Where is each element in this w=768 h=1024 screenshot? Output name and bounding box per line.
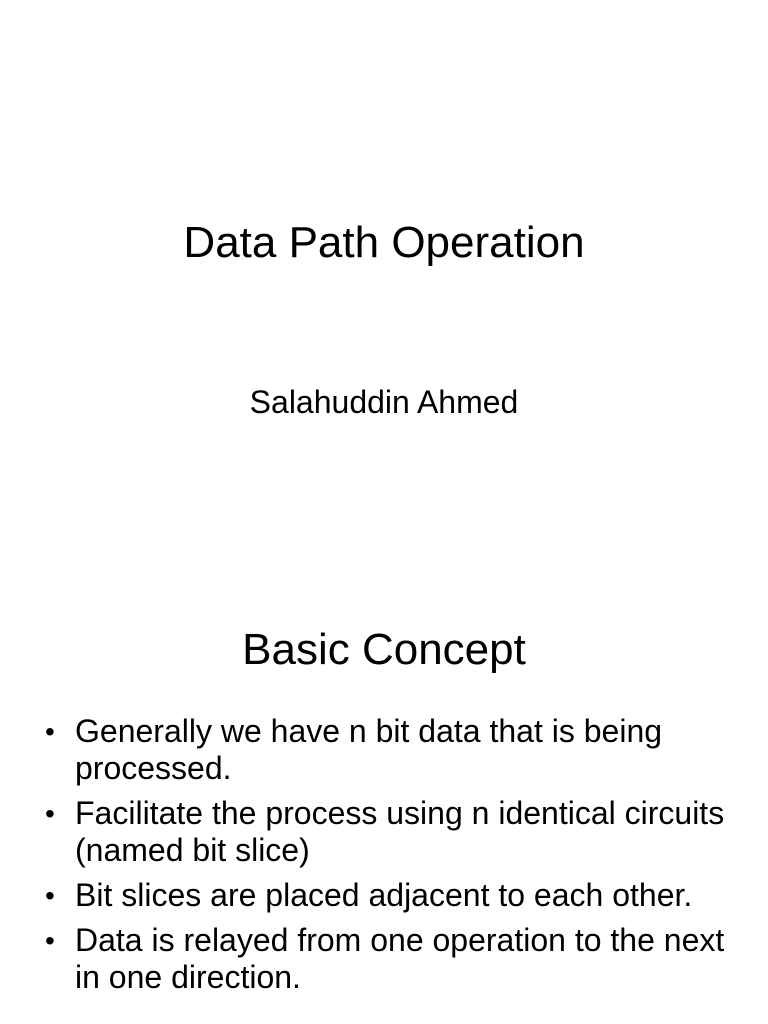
list-item <box>40 877 730 914</box>
bullet-text: Facilitate the process using n identical circuits (named bit slice) <box>75 795 725 868</box>
bullet-list <box>40 713 730 1004</box>
bullet-icon: • <box>45 880 55 911</box>
bullet-text: Generally we have n bit data that is being processed. <box>75 713 663 786</box>
list-item <box>40 922 730 996</box>
bullet-icon: • <box>45 798 55 829</box>
bullet-text: Data is relayed from one operation to the next in one direction. <box>75 922 725 995</box>
section-title: Basic Concept <box>242 625 526 674</box>
list-item <box>40 713 730 787</box>
slide-title: Data Path Operation <box>183 218 585 267</box>
list-item <box>40 795 730 869</box>
slide-author: Salahuddin Ahmed <box>249 384 519 420</box>
bullet-text: Bit slices are placed adjacent to each other. <box>75 877 693 913</box>
bullet-icon: • <box>45 925 55 956</box>
bullet-icon: • <box>45 716 55 747</box>
